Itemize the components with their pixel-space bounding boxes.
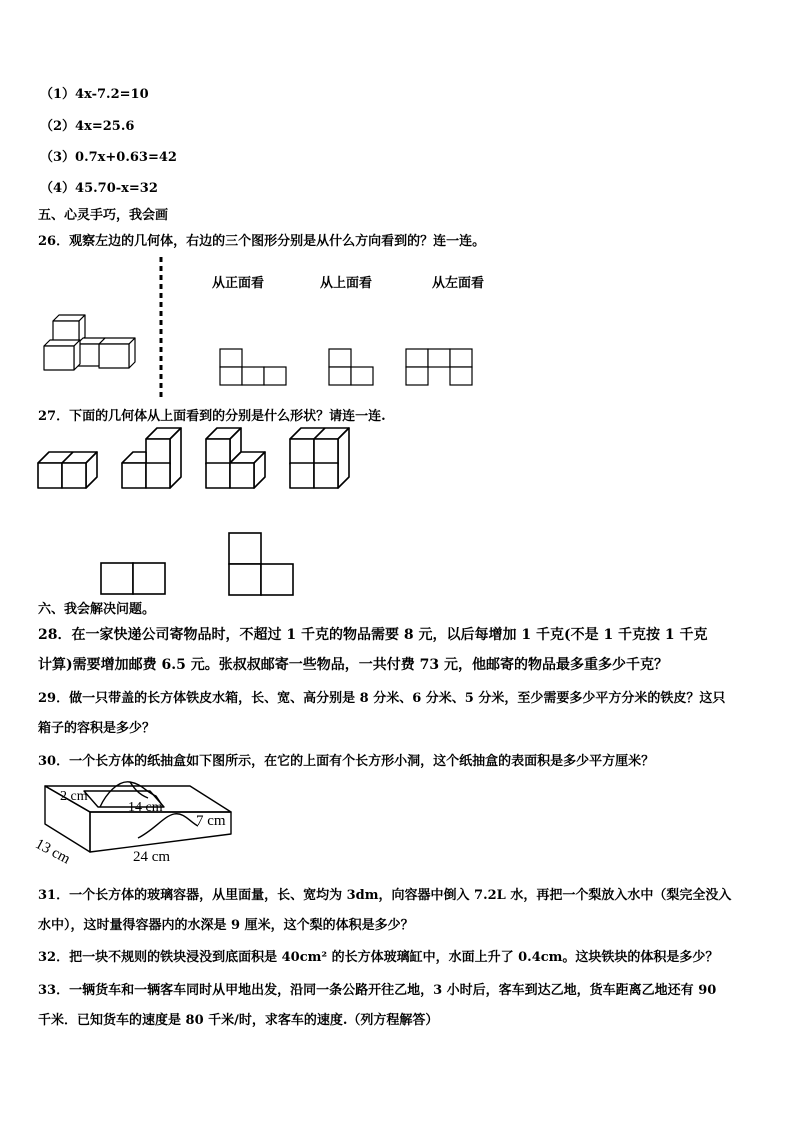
equation-4: （4）45.70-x=32	[40, 181, 158, 196]
view-label-front: 从正面看	[212, 276, 265, 291]
q27-top-view-2	[228, 532, 296, 598]
view-shape-2	[329, 349, 379, 389]
section-6-title: 六、我会解决问题。	[38, 602, 156, 617]
label-7cm: 7 cm	[196, 813, 226, 829]
equation-1: （1）4x-7.2=10	[40, 87, 149, 102]
label-24cm: 24 cm	[133, 849, 171, 865]
label-13cm: 13 cm	[32, 836, 73, 868]
view-label-left: 从左面看	[432, 276, 485, 291]
question-31-line-1: 31．一个长方体的玻璃容器，从里面量，长、宽均为 3dm，向容器中倒入 7.2L 水，再把一个梨放入水中（梨完全没入	[38, 888, 732, 903]
label-14cm: 14 cm	[128, 800, 163, 815]
question-33-line-1: 33．一辆货车和一辆客车同时从甲地出发，沿同一条公路开往乙地，3 小时后，客车到达乙地，货车距离乙地还有 90	[38, 983, 717, 998]
q27-top-view-1	[100, 562, 168, 598]
question-30: 30．一个长方体的纸抽盒如下图所示，在它的上面有个长方形小洞，这个纸抽盒的表面积是多少平方厘米？	[38, 754, 655, 769]
equation-2: （2）4x=25.6	[40, 119, 135, 134]
view-shape-3	[406, 349, 476, 389]
question-28-line-2: 计算)需要增加邮费 6.5 元。张叔叔邮寄一些物品，一共付费 73 元，他邮寄的物品最多重多少千克？	[38, 657, 668, 673]
question-27: 27．下面的几何体从上面看到的分别是什么形状？请连一连.	[38, 409, 386, 424]
dashed-divider	[158, 257, 164, 400]
question-26: 26．观察左边的几何体，右边的三个图形分别是从什么方向看到的？连一连。	[38, 234, 486, 249]
view-shape-1	[220, 349, 290, 389]
equation-3: （3）0.7x+0.63=42	[40, 150, 177, 165]
q27-solid-1	[38, 452, 102, 492]
question-33-line-2: 千米．已知货车的速度是 80 千米/时，求客车的速度.（列方程解答）	[38, 1013, 439, 1028]
question-29-line-2: 箱子的容积是多少？	[38, 721, 156, 736]
section-5-title: 五、心灵手巧，我会画	[38, 208, 169, 223]
q26-solid-figure	[40, 310, 140, 375]
question-29-line-1: 29．做一只带盖的长方体铁皮水箱，长、宽、高分别是 8 分米、6 分米、5 分米，至少需要多少平方分米的铁皮？这只	[38, 691, 726, 706]
q27-solid-4	[290, 428, 354, 492]
question-32: 32．把一块不规则的铁块浸没到底面积是 40cm² 的长方体玻璃缸中，水面上升了 0.4cm。这块铁块的体积是多少？	[38, 950, 719, 965]
q27-solid-3	[206, 428, 270, 492]
q27-solid-2	[122, 428, 186, 492]
question-31-line-2: 水中），这时量得容器内的水深是 9 厘米，这个梨的体积是多少？	[38, 918, 414, 933]
label-2cm: 2 cm	[60, 789, 88, 804]
view-label-top: 从上面看	[320, 276, 373, 291]
question-28-line-1: 28．在一家快递公司寄物品时，不超过 1 千克的物品需要 8 元，以后每增加 1 千克(不是 1 千克按 1 千克	[38, 627, 708, 643]
